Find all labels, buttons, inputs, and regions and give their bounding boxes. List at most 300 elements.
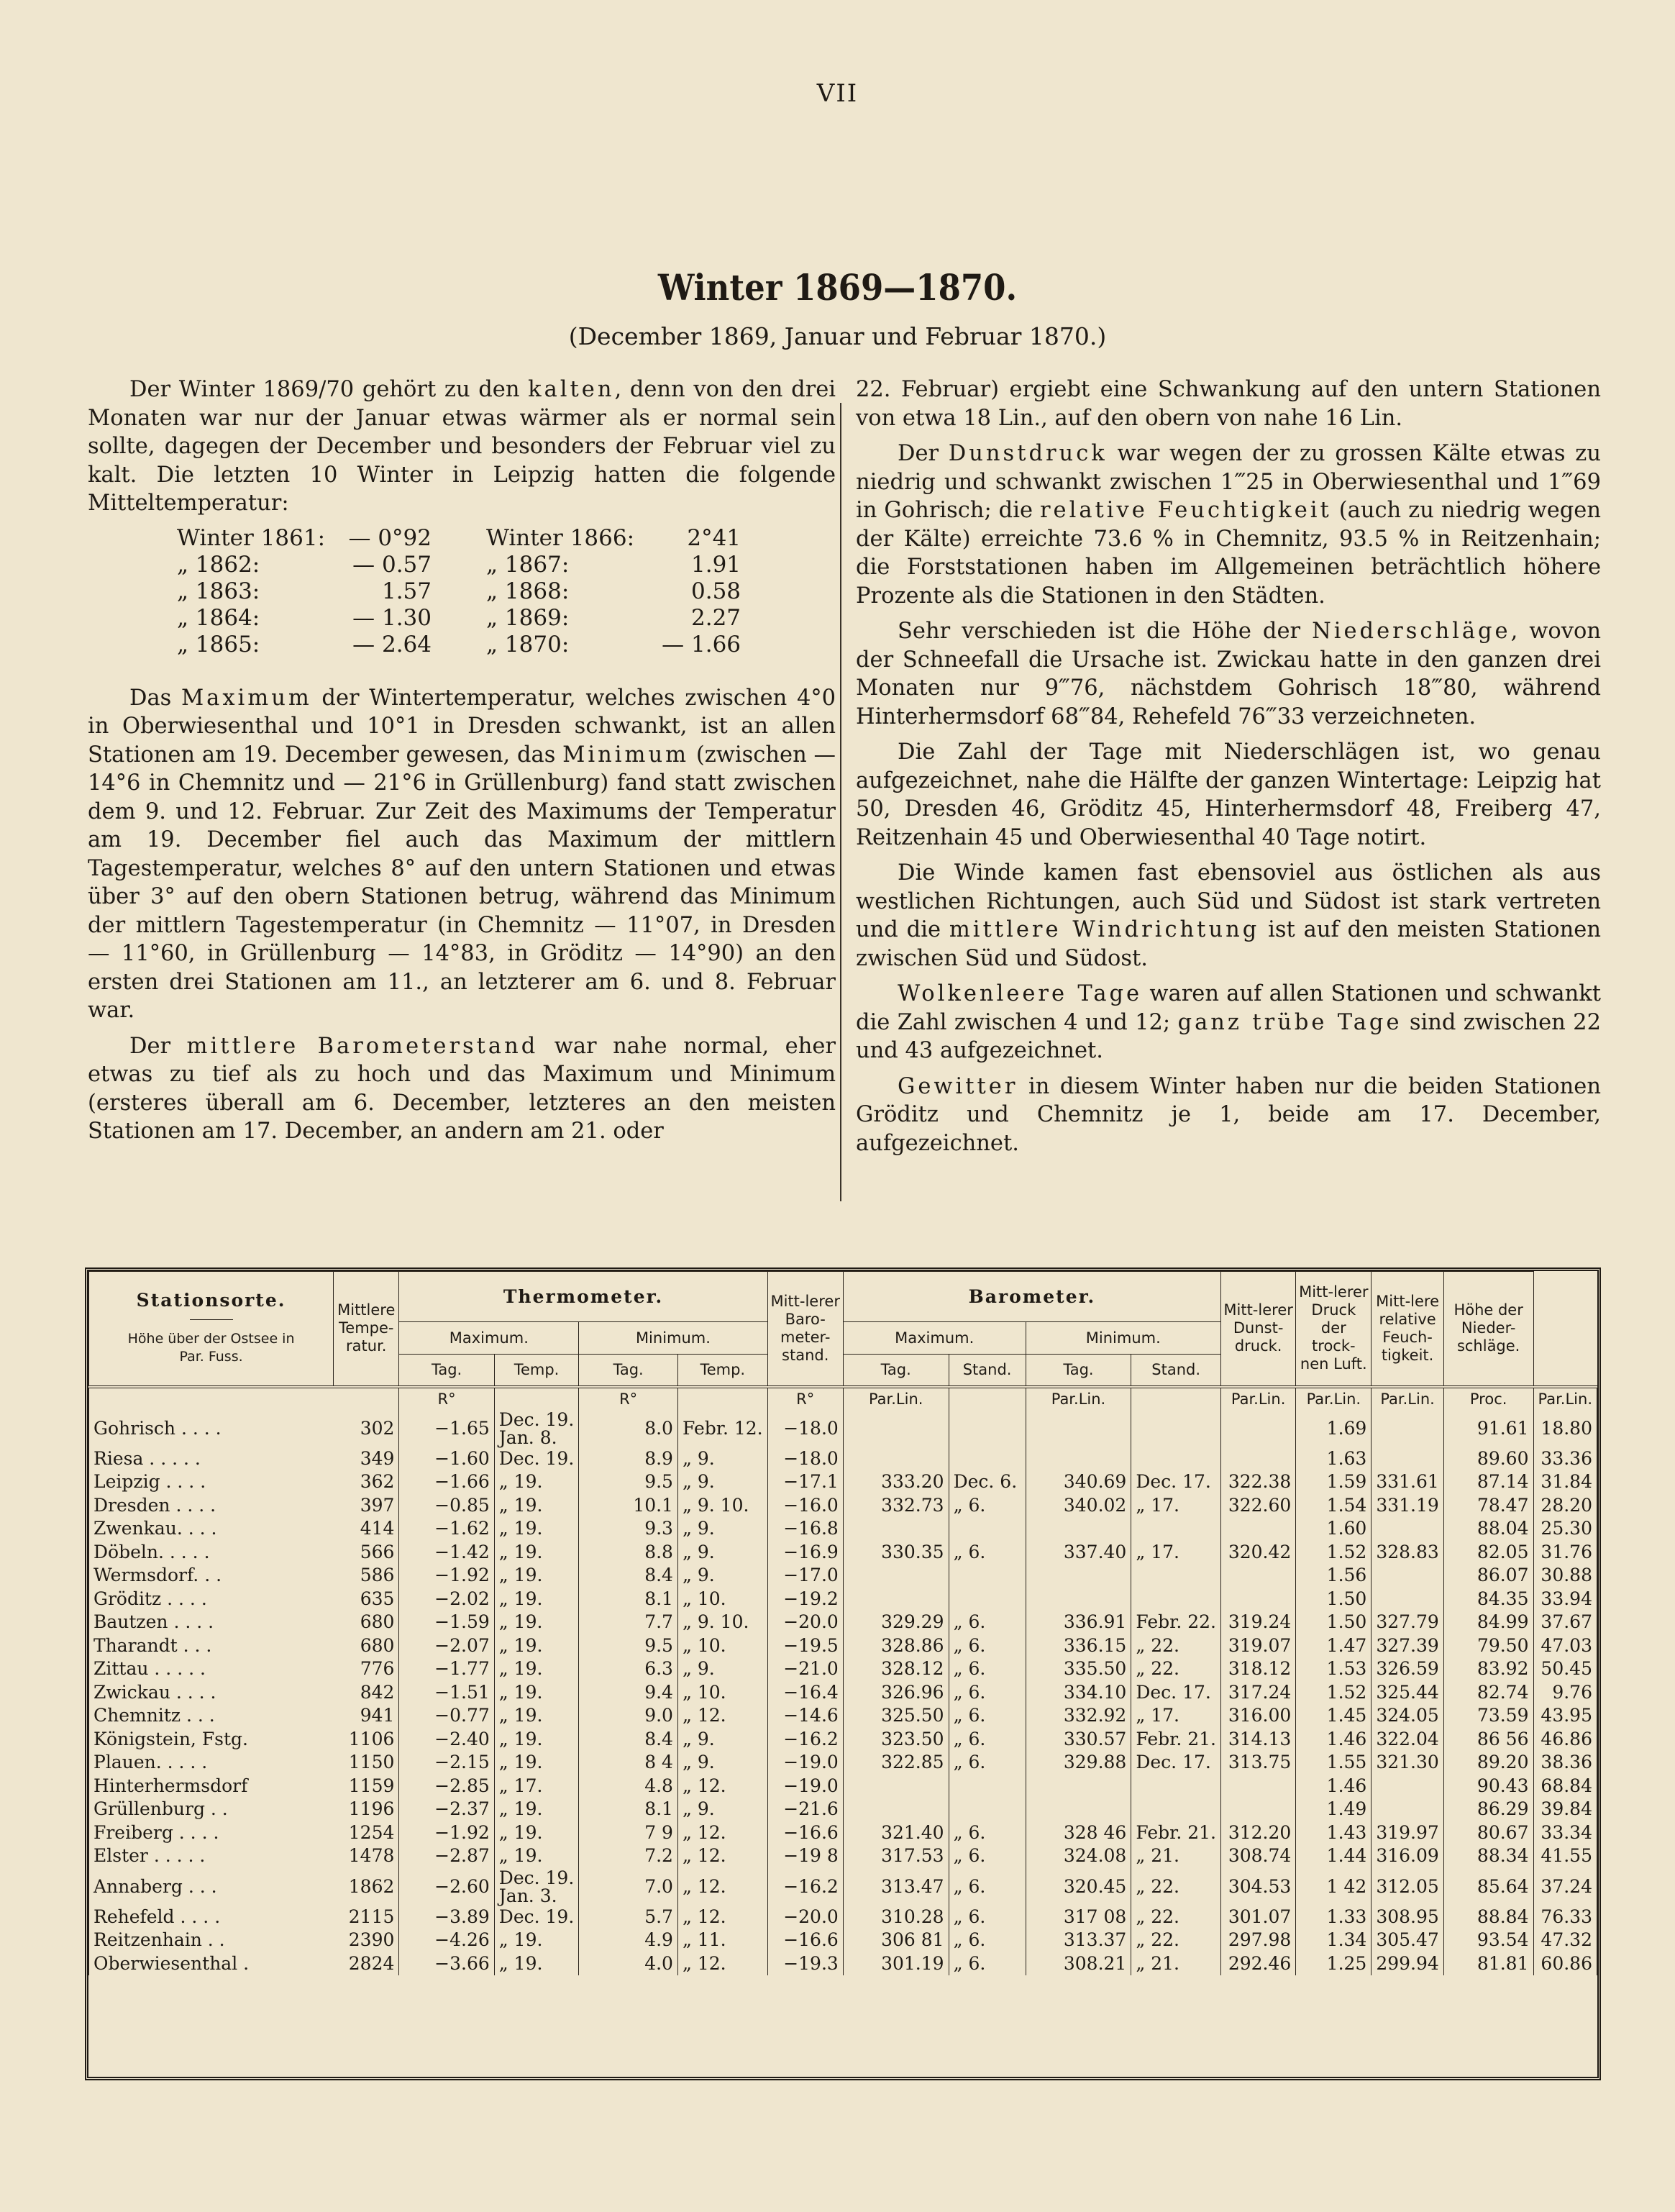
station-name: Oberwiesenthal . <box>89 1952 334 1976</box>
spacer <box>434 578 483 605</box>
station-height: 414 <box>334 1517 399 1541</box>
mean-barometer <box>843 1410 949 1447</box>
baro-min-day: Dec. 17. <box>1131 1470 1221 1494</box>
baro-min-day: „ 22. <box>1131 1657 1221 1681</box>
thermo-min-day: „ 12. <box>677 1906 767 1929</box>
baro-min-day: Febr. 21. <box>1131 1728 1221 1752</box>
thermo-min-value: −19.3 <box>767 1952 843 1976</box>
thermo-min-value: −19 8 <box>767 1844 843 1868</box>
mean-barometer: 332.73 <box>843 1494 949 1518</box>
vapor-pressure: 1.43 <box>1296 1821 1372 1845</box>
mean-temp: −2.37 <box>399 1798 494 1821</box>
thermo-max-value: 8.4 <box>579 1728 678 1752</box>
baro-max-value: 313.37 <box>1026 1929 1131 1952</box>
thermo-max-value: 6.3 <box>579 1657 678 1681</box>
mean-barometer <box>843 1798 949 1821</box>
vapor-pressure: 1.50 <box>1296 1611 1372 1634</box>
text-spaced: kalten <box>528 377 615 402</box>
vapor-pressure: 1.56 <box>1296 1564 1372 1588</box>
mean-barometer <box>843 1564 949 1588</box>
header-tag: Tag. <box>1026 1355 1131 1387</box>
thermo-max-day: „ 19. <box>494 1751 579 1775</box>
header-stand: Stand. <box>949 1355 1026 1387</box>
thermo-min-day: „ 9. <box>677 1470 767 1494</box>
mean-temp: −1.59 <box>399 1611 494 1634</box>
baro-min-day: „ 17. <box>1131 1541 1221 1565</box>
thermo-max-value: 7.7 <box>579 1611 678 1634</box>
precipitation: 41.55 <box>1533 1844 1597 1868</box>
temperature-label: „ 1864: <box>177 604 260 631</box>
thermo-min-value: −16.2 <box>767 1728 843 1752</box>
spacer <box>434 605 483 632</box>
mean-temp: −1.62 <box>399 1517 494 1541</box>
relative-humidity: 87.14 <box>1443 1470 1533 1494</box>
text-spaced: ganz trübe Tage <box>1177 1009 1402 1035</box>
table-row <box>89 1564 1597 1588</box>
mean-temp: −4.26 <box>399 1929 494 1952</box>
dry-air-pressure: 331.19 <box>1372 1494 1443 1518</box>
table-row <box>89 1470 1597 1494</box>
thermo-min-value: −16.0 <box>767 1494 843 1518</box>
vapor-pressure: 1.52 <box>1296 1681 1372 1705</box>
thermo-max-value: 8 4 <box>579 1751 678 1775</box>
station-height: 397 <box>334 1494 399 1518</box>
thermo-min-day: „ 9. <box>677 1751 767 1775</box>
dry-air-pressure <box>1372 1517 1443 1541</box>
station-height: 2115 <box>334 1906 399 1929</box>
date-stack <box>498 1408 575 1448</box>
mean-temp: −1.65 <box>399 1410 494 1447</box>
paragraph <box>856 1073 1601 1158</box>
text-spaced: Gewitter <box>898 1073 1018 1099</box>
temperature-label: „ 1863: <box>177 578 260 604</box>
mean-barometer: 321.40 <box>843 1821 949 1845</box>
mean-temp: −1.42 <box>399 1541 494 1565</box>
temperature-value: 0.58 <box>691 578 741 604</box>
table-row <box>89 1906 1597 1929</box>
baro-min-day: „ 21. <box>1131 1844 1221 1868</box>
page-title: Winter 1869—1870. <box>657 266 1018 309</box>
baro-max-value: 328 46 <box>1026 1821 1131 1845</box>
temperature-value: 1.91 <box>691 551 741 578</box>
thermo-min-day: „ 9. 10. <box>677 1611 767 1634</box>
thermo-max-day <box>494 1868 579 1906</box>
station-name: Tharandt . . . <box>89 1634 334 1658</box>
thermo-max-day: „ 19. <box>494 1470 579 1494</box>
baro-max-value <box>1026 1588 1131 1611</box>
baro-min-day <box>1131 1410 1221 1447</box>
thermo-min-value: −19.5 <box>767 1634 843 1658</box>
text: , denn von den drei Monaten war nur der Januar etwas wärmer als er normal sein sollte, dagegen der December und besonders der Februar viel zu kalt. Die letzten 10 Winter in Leipzig hatten die folgende Mitteltemperatur: <box>88 377 836 516</box>
precipitation: 25.30 <box>1533 1517 1597 1541</box>
thermo-max-day: „ 19. <box>494 1541 579 1565</box>
thermo-max-value: 4.8 <box>579 1775 678 1798</box>
thermo-max-value: 9.0 <box>579 1704 678 1728</box>
text: war wegen der zu grossen Kälte etwas zu niedrig und schwankt zwischen 1‴25 in Oberwiesenthal und 1‴69 in Gohrisch; die <box>856 441 1601 523</box>
baro-min-value: 320.42 <box>1220 1541 1295 1565</box>
precipitation: 28.20 <box>1533 1494 1597 1518</box>
unit-cell: Par.Lin. <box>1533 1387 1597 1410</box>
mean-barometer: 325.50 <box>843 1704 949 1728</box>
thermo-min-value: −16.8 <box>767 1517 843 1541</box>
unit-cell: Par.Lin. <box>843 1387 949 1410</box>
baro-max-value <box>1026 1517 1131 1541</box>
thermo-min-value: −18.0 <box>767 1447 843 1471</box>
baro-max-value: 308.21 <box>1026 1952 1131 1976</box>
table-row <box>89 1494 1597 1518</box>
table-row <box>89 1844 1597 1868</box>
temperature-row <box>174 552 744 578</box>
baro-min-value: 301.07 <box>1220 1906 1295 1929</box>
relative-humidity: 88.04 <box>1443 1517 1533 1541</box>
baro-min-day <box>1131 1588 1221 1611</box>
unit-cell: R° <box>579 1387 678 1410</box>
mean-barometer: 328.86 <box>843 1634 949 1658</box>
station-name: Leipzig . . . . <box>89 1470 334 1494</box>
baro-max-value: 329.88 <box>1026 1751 1131 1775</box>
station-name: Gröditz . . . . <box>89 1588 334 1611</box>
header-tag: Tag. <box>579 1355 678 1387</box>
thermo-max-day: Dec. 19. <box>494 1906 579 1929</box>
mean-barometer <box>843 1588 949 1611</box>
station-height: 1159 <box>334 1775 399 1798</box>
dry-air-pressure <box>1372 1564 1443 1588</box>
text: der Wintertemperatur, welches zwischen 4°0 in Oberwiesenthal und 10°1 in Dresden schwankt, ist an allen Stationen am 19. December gewesen, das <box>88 685 836 768</box>
thermo-min-day: „ 12. <box>677 1952 767 1976</box>
thermo-max-day: „ 19. <box>494 1821 579 1845</box>
mean-temp: −1.92 <box>399 1821 494 1845</box>
station-name: Wermsdorf. . . <box>89 1564 334 1588</box>
temperature-value: 2.27 <box>691 604 741 631</box>
mean-barometer <box>843 1447 949 1471</box>
baro-max-day <box>949 1447 1026 1471</box>
paragraph <box>856 617 1601 731</box>
thermo-max-day: „ 19. <box>494 1657 579 1681</box>
text: Der <box>129 1033 187 1059</box>
temperature-label: Winter 1866: <box>486 524 635 551</box>
right-column <box>856 376 1601 1165</box>
thermo-min-value: −21.6 <box>767 1798 843 1821</box>
station-table-body <box>89 1387 1597 1976</box>
thermo-min-value: −19.2 <box>767 1588 843 1611</box>
header-mean-temp: Mittlere Tempe-ratur. <box>334 1272 399 1387</box>
thermo-max-value: 9.3 <box>579 1517 678 1541</box>
mean-temp: −3.66 <box>399 1952 494 1976</box>
thermo-max-value: 4.0 <box>579 1952 678 1976</box>
baro-min-day: „ 17. <box>1131 1704 1221 1728</box>
paragraph <box>88 684 836 1025</box>
precipitation: 33.36 <box>1533 1447 1597 1471</box>
header-tag: Tag. <box>843 1355 949 1387</box>
paragraph <box>856 440 1601 610</box>
thermo-min-day: „ 10. <box>677 1588 767 1611</box>
thermo-min-value: −19.0 <box>767 1775 843 1798</box>
thermo-min-day: „ 12. <box>677 1704 767 1728</box>
mean-temp: −1.60 <box>399 1447 494 1471</box>
station-name: Plauen. . . . . <box>89 1751 334 1775</box>
dry-air-pressure <box>1372 1775 1443 1798</box>
table-row <box>89 1517 1597 1541</box>
baro-max-value <box>1026 1410 1131 1447</box>
relative-humidity: 89.20 <box>1443 1751 1533 1775</box>
precipitation: 46.86 <box>1533 1728 1597 1752</box>
dry-air-pressure: 305.47 <box>1372 1929 1443 1952</box>
thermo-min-day: „ 10. <box>677 1681 767 1705</box>
relative-humidity: 91.61 <box>1443 1410 1533 1447</box>
temperature-label: „ 1865: <box>177 631 260 657</box>
thermo-max-value: 9.5 <box>579 1470 678 1494</box>
header-temp: Temp. <box>677 1355 767 1387</box>
temperature-label: „ 1867: <box>486 551 570 578</box>
baro-max-value <box>1026 1447 1131 1471</box>
precipitation: 33.94 <box>1533 1588 1597 1611</box>
mean-barometer: 330.35 <box>843 1541 949 1565</box>
dry-air-pressure: 326.59 <box>1372 1657 1443 1681</box>
unit-cell: Par.Lin. <box>1220 1387 1295 1410</box>
baro-min-value: 314.13 <box>1220 1728 1295 1752</box>
unit-cell <box>89 1387 399 1410</box>
temperature-value: 2°41 <box>687 524 741 551</box>
mean-temp: −2.02 <box>399 1588 494 1611</box>
mean-temp: −1.66 <box>399 1470 494 1494</box>
temperature-label: „ 1862: <box>177 551 260 578</box>
mean-barometer <box>843 1517 949 1541</box>
baro-min-day: „ 17. <box>1131 1494 1221 1518</box>
baro-min-value: 308.74 <box>1220 1844 1295 1868</box>
dry-air-pressure: 299.94 <box>1372 1952 1443 1976</box>
thermo-min-value: −19.0 <box>767 1751 843 1775</box>
thermo-min-day: „ 9. <box>677 1541 767 1565</box>
thermo-max-value: 10.1 <box>579 1494 678 1518</box>
baro-min-day: Dec. 17. <box>1131 1681 1221 1705</box>
thermo-max-day: Dec. 19. <box>494 1447 579 1471</box>
vapor-pressure: 1.44 <box>1296 1844 1372 1868</box>
thermo-min-day: „ 9. 10. <box>677 1494 767 1518</box>
station-name: Zwickau . . . . <box>89 1681 334 1705</box>
table-row <box>89 1868 1597 1906</box>
unit-cell <box>1131 1387 1221 1410</box>
paragraph <box>88 1032 836 1146</box>
thermo-max-value: 8.1 <box>579 1798 678 1821</box>
relative-humidity: 80.67 <box>1443 1821 1533 1845</box>
precipitation: 50.45 <box>1533 1657 1597 1681</box>
station-name: Zittau . . . . . <box>89 1657 334 1681</box>
relative-humidity: 83.92 <box>1443 1657 1533 1681</box>
temperature-value: — 2.64 <box>352 631 432 657</box>
relative-humidity: 81.81 <box>1443 1952 1533 1976</box>
thermo-min-day: „ 10. <box>677 1634 767 1658</box>
text-spaced: mittlere Barometerstand <box>186 1033 539 1059</box>
baro-min-value: 317.24 <box>1220 1681 1295 1705</box>
mean-barometer: 326.96 <box>843 1681 949 1705</box>
table-row <box>89 1798 1597 1821</box>
mean-barometer: 329.29 <box>843 1611 949 1634</box>
baro-min-value: 316.00 <box>1220 1704 1295 1728</box>
dry-air-pressure: 321.30 <box>1372 1751 1443 1775</box>
text: in diesem Winter haben nur die beiden Stationen Gröditz und Chemnitz je 1, beide am 17. December, aufgezeichnet. <box>856 1073 1601 1156</box>
baro-max-day: „ 6. <box>949 1494 1026 1518</box>
station-table <box>88 1271 1597 1975</box>
temperature-label: „ 1870: <box>486 631 570 657</box>
thermo-max-day: „ 19. <box>494 1634 579 1658</box>
text: Die Winde kamen fast ebensoviel aus östlichen als aus westlichen Richtungen, auch Süd und Südost ist stark vertreten und die <box>856 860 1601 942</box>
thermo-min-value: −14.6 <box>767 1704 843 1728</box>
station-height: 941 <box>334 1704 399 1728</box>
baro-min-day: „ 22. <box>1131 1868 1221 1906</box>
mean-temp: −2.15 <box>399 1751 494 1775</box>
station-name: Riesa . . . . . <box>89 1447 334 1471</box>
paragraph <box>88 376 836 518</box>
thermo-max-day: „ 19. <box>494 1494 579 1518</box>
thermo-min-day: „ 9. <box>677 1447 767 1471</box>
baro-min-day: „ 21. <box>1131 1952 1221 1976</box>
thermo-min-value: −16.6 <box>767 1929 843 1952</box>
thermo-max-day: „ 19. <box>494 1517 579 1541</box>
station-height: 1478 <box>334 1844 399 1868</box>
header-precipitation: Höhe der Nieder-schläge. <box>1443 1272 1533 1387</box>
thermo-max-value: 4.9 <box>579 1929 678 1952</box>
dry-air-pressure: 331.61 <box>1372 1470 1443 1494</box>
header-thermo-max: Maximum. <box>399 1322 579 1355</box>
mean-barometer: 328.12 <box>843 1657 949 1681</box>
precipitation: 37.67 <box>1533 1611 1597 1634</box>
header-mean-barometer: Mitt-lerer Baro-meter-stand. <box>767 1272 843 1387</box>
baro-max-value <box>1026 1775 1131 1798</box>
thermo-min-value: −16.4 <box>767 1681 843 1705</box>
relative-humidity: 88.34 <box>1443 1844 1533 1868</box>
unit-cell: R° <box>399 1387 494 1410</box>
baro-max-value: 320.45 <box>1026 1868 1131 1906</box>
text-spaced: Wolkenleere Tage <box>898 981 1143 1006</box>
station-name: Zwenkau. . . . <box>89 1517 334 1541</box>
mean-temp: −2.60 <box>399 1868 494 1906</box>
station-height: 2390 <box>334 1929 399 1952</box>
unit-cell: Par.Lin. <box>1026 1387 1131 1410</box>
thermo-max-value: 7 9 <box>579 1821 678 1845</box>
baro-max-day: „ 6. <box>949 1821 1026 1845</box>
baro-max-day: „ 6. <box>949 1634 1026 1658</box>
vapor-pressure: 1.69 <box>1296 1410 1372 1447</box>
baro-max-day: „ 6. <box>949 1728 1026 1752</box>
thermo-max-value: 7.2 <box>579 1844 678 1868</box>
thermo-min-day: „ 9. <box>677 1728 767 1752</box>
vapor-pressure: 1.46 <box>1296 1775 1372 1798</box>
temperature-value: — 0.57 <box>352 551 432 578</box>
relative-humidity: 88.84 <box>1443 1906 1533 1929</box>
precipitation: 47.32 <box>1533 1929 1597 1952</box>
thermo-min-day: „ 9. <box>677 1564 767 1588</box>
baro-max-day: „ 6. <box>949 1704 1026 1728</box>
vapor-pressure: 1.50 <box>1296 1588 1372 1611</box>
relative-humidity: 90.43 <box>1443 1775 1533 1798</box>
precipitation: 43.95 <box>1533 1704 1597 1728</box>
thermo-max-day: „ 19. <box>494 1588 579 1611</box>
relative-humidity: 79.50 <box>1443 1634 1533 1658</box>
baro-max-day: „ 6. <box>949 1751 1026 1775</box>
mean-temp: −2.85 <box>399 1775 494 1798</box>
mean-temp: −2.07 <box>399 1634 494 1658</box>
table-row <box>89 1681 1597 1705</box>
thermo-max-day: „ 17. <box>494 1775 579 1798</box>
station-name: Annaberg . . . <box>89 1868 334 1906</box>
dry-air-pressure: 319.97 <box>1372 1821 1443 1845</box>
thermo-max-value: 8.9 <box>579 1447 678 1471</box>
thermo-min-day: Febr. 12. <box>677 1410 767 1447</box>
unit-cell: Par.Lin. <box>1372 1387 1443 1410</box>
header-thermo-min: Minimum. <box>579 1322 767 1355</box>
vapor-pressure: 1.46 <box>1296 1728 1372 1752</box>
spacer <box>434 632 483 658</box>
dry-air-pressure <box>1372 1588 1443 1611</box>
table-row <box>89 1728 1597 1752</box>
baro-max-value: 330.57 <box>1026 1728 1131 1752</box>
baro-min-value <box>1220 1588 1295 1611</box>
text: war nahe normal, eher etwas zu tief als zu hoch und das Maximum und Minimum (ersteres überall am 6. December, letzteres an den meisten Stationen am 17. December, an andern am 21. oder <box>88 1033 836 1144</box>
table-row <box>89 1775 1597 1798</box>
text: Das <box>129 685 181 711</box>
dry-air-pressure: 327.39 <box>1372 1634 1443 1658</box>
table-row <box>89 1588 1597 1611</box>
relative-humidity: 85.64 <box>1443 1868 1533 1906</box>
mean-temp: −1.51 <box>399 1681 494 1705</box>
baro-max-day <box>949 1798 1026 1821</box>
baro-max-day: „ 6. <box>949 1952 1026 1976</box>
paragraph <box>856 859 1601 973</box>
station-height: 1150 <box>334 1751 399 1775</box>
thermo-max-value: 7.0 <box>579 1868 678 1906</box>
dry-air-pressure <box>1372 1798 1443 1821</box>
dry-air-pressure: 322.04 <box>1372 1728 1443 1752</box>
page-subtitle: (December 1869, Januar und Februar 1870.) <box>568 322 1107 350</box>
station-height: 842 <box>334 1681 399 1705</box>
vapor-pressure: 1.52 <box>1296 1541 1372 1565</box>
baro-min-value <box>1220 1564 1295 1588</box>
baro-min-value: 322.38 <box>1220 1470 1295 1494</box>
baro-min-value <box>1220 1517 1295 1541</box>
vapor-pressure: 1.49 <box>1296 1798 1372 1821</box>
table-row <box>89 1952 1597 1976</box>
dry-air-pressure: 324.05 <box>1372 1704 1443 1728</box>
temperature-label: „ 1868: <box>486 578 570 604</box>
vapor-pressure: 1.54 <box>1296 1494 1372 1518</box>
dry-air-pressure: 327.79 <box>1372 1611 1443 1634</box>
text: waren auf allen Stationen und schwankt die Zahl zwischen 4 und 12; <box>856 981 1601 1035</box>
vapor-pressure: 1.60 <box>1296 1517 1372 1541</box>
thermo-min-value: −18.0 <box>767 1410 843 1447</box>
precipitation: 39.84 <box>1533 1798 1597 1821</box>
thermo-min-day: „ 12. <box>677 1868 767 1906</box>
station-name: Döbeln. . . . . <box>89 1541 334 1565</box>
text: sind zwischen 22 und 43 aufgezeichnet. <box>856 1009 1601 1063</box>
mean-temp: −2.87 <box>399 1844 494 1868</box>
text: (auch zu niedrig wegen der Kälte) erreichte 73.6 % in Chemnitz, 93.5 % in Reitzenhain; die Forststationen haben im Allgemeinen beträchtlich höhere Prozente als die Stationen in den Städten. <box>856 498 1601 609</box>
date-line: Dec. 19. <box>498 1408 575 1430</box>
header-station-subtitle: Höhe über der Ostsee in Par. Fuss. <box>127 1330 295 1365</box>
page-number: VII <box>816 79 859 108</box>
station-name: Elster . . . . . <box>89 1844 334 1868</box>
mean-barometer: 301.19 <box>843 1952 949 1976</box>
mean-temp: −1.77 <box>399 1657 494 1681</box>
baro-max-day <box>949 1517 1026 1541</box>
station-name: Chemnitz . . . <box>89 1704 334 1728</box>
relative-humidity: 86.29 <box>1443 1798 1533 1821</box>
text: (zwischen — 14°6 in Chemnitz und — 21°6 in Grüllenburg) fand statt zwischen dem 9. und 12. Februar. Zur Zeit des Maximums der Temperatur am 19. December fiel auch das Maximum der mittlern Tagestemperatur, welches 8° auf den untern Stationen und etwas über 3° auf den obern Stationen betrug, während das Minimum der mittlern Tagestemperatur (in Chemnitz — 11°07, in Dresden — 11°60, in Grüllenburg — 14°83, in Gröditz — 14°90) an den ersten drei Stationen am 11., an letzterer am 6. und 8. Februar war. <box>88 742 836 1023</box>
thermo-max-day: „ 19. <box>494 1681 579 1705</box>
baro-min-value <box>1220 1775 1295 1798</box>
station-height: 680 <box>334 1611 399 1634</box>
baro-max-day <box>949 1410 1026 1447</box>
station-height: 1106 <box>334 1728 399 1752</box>
